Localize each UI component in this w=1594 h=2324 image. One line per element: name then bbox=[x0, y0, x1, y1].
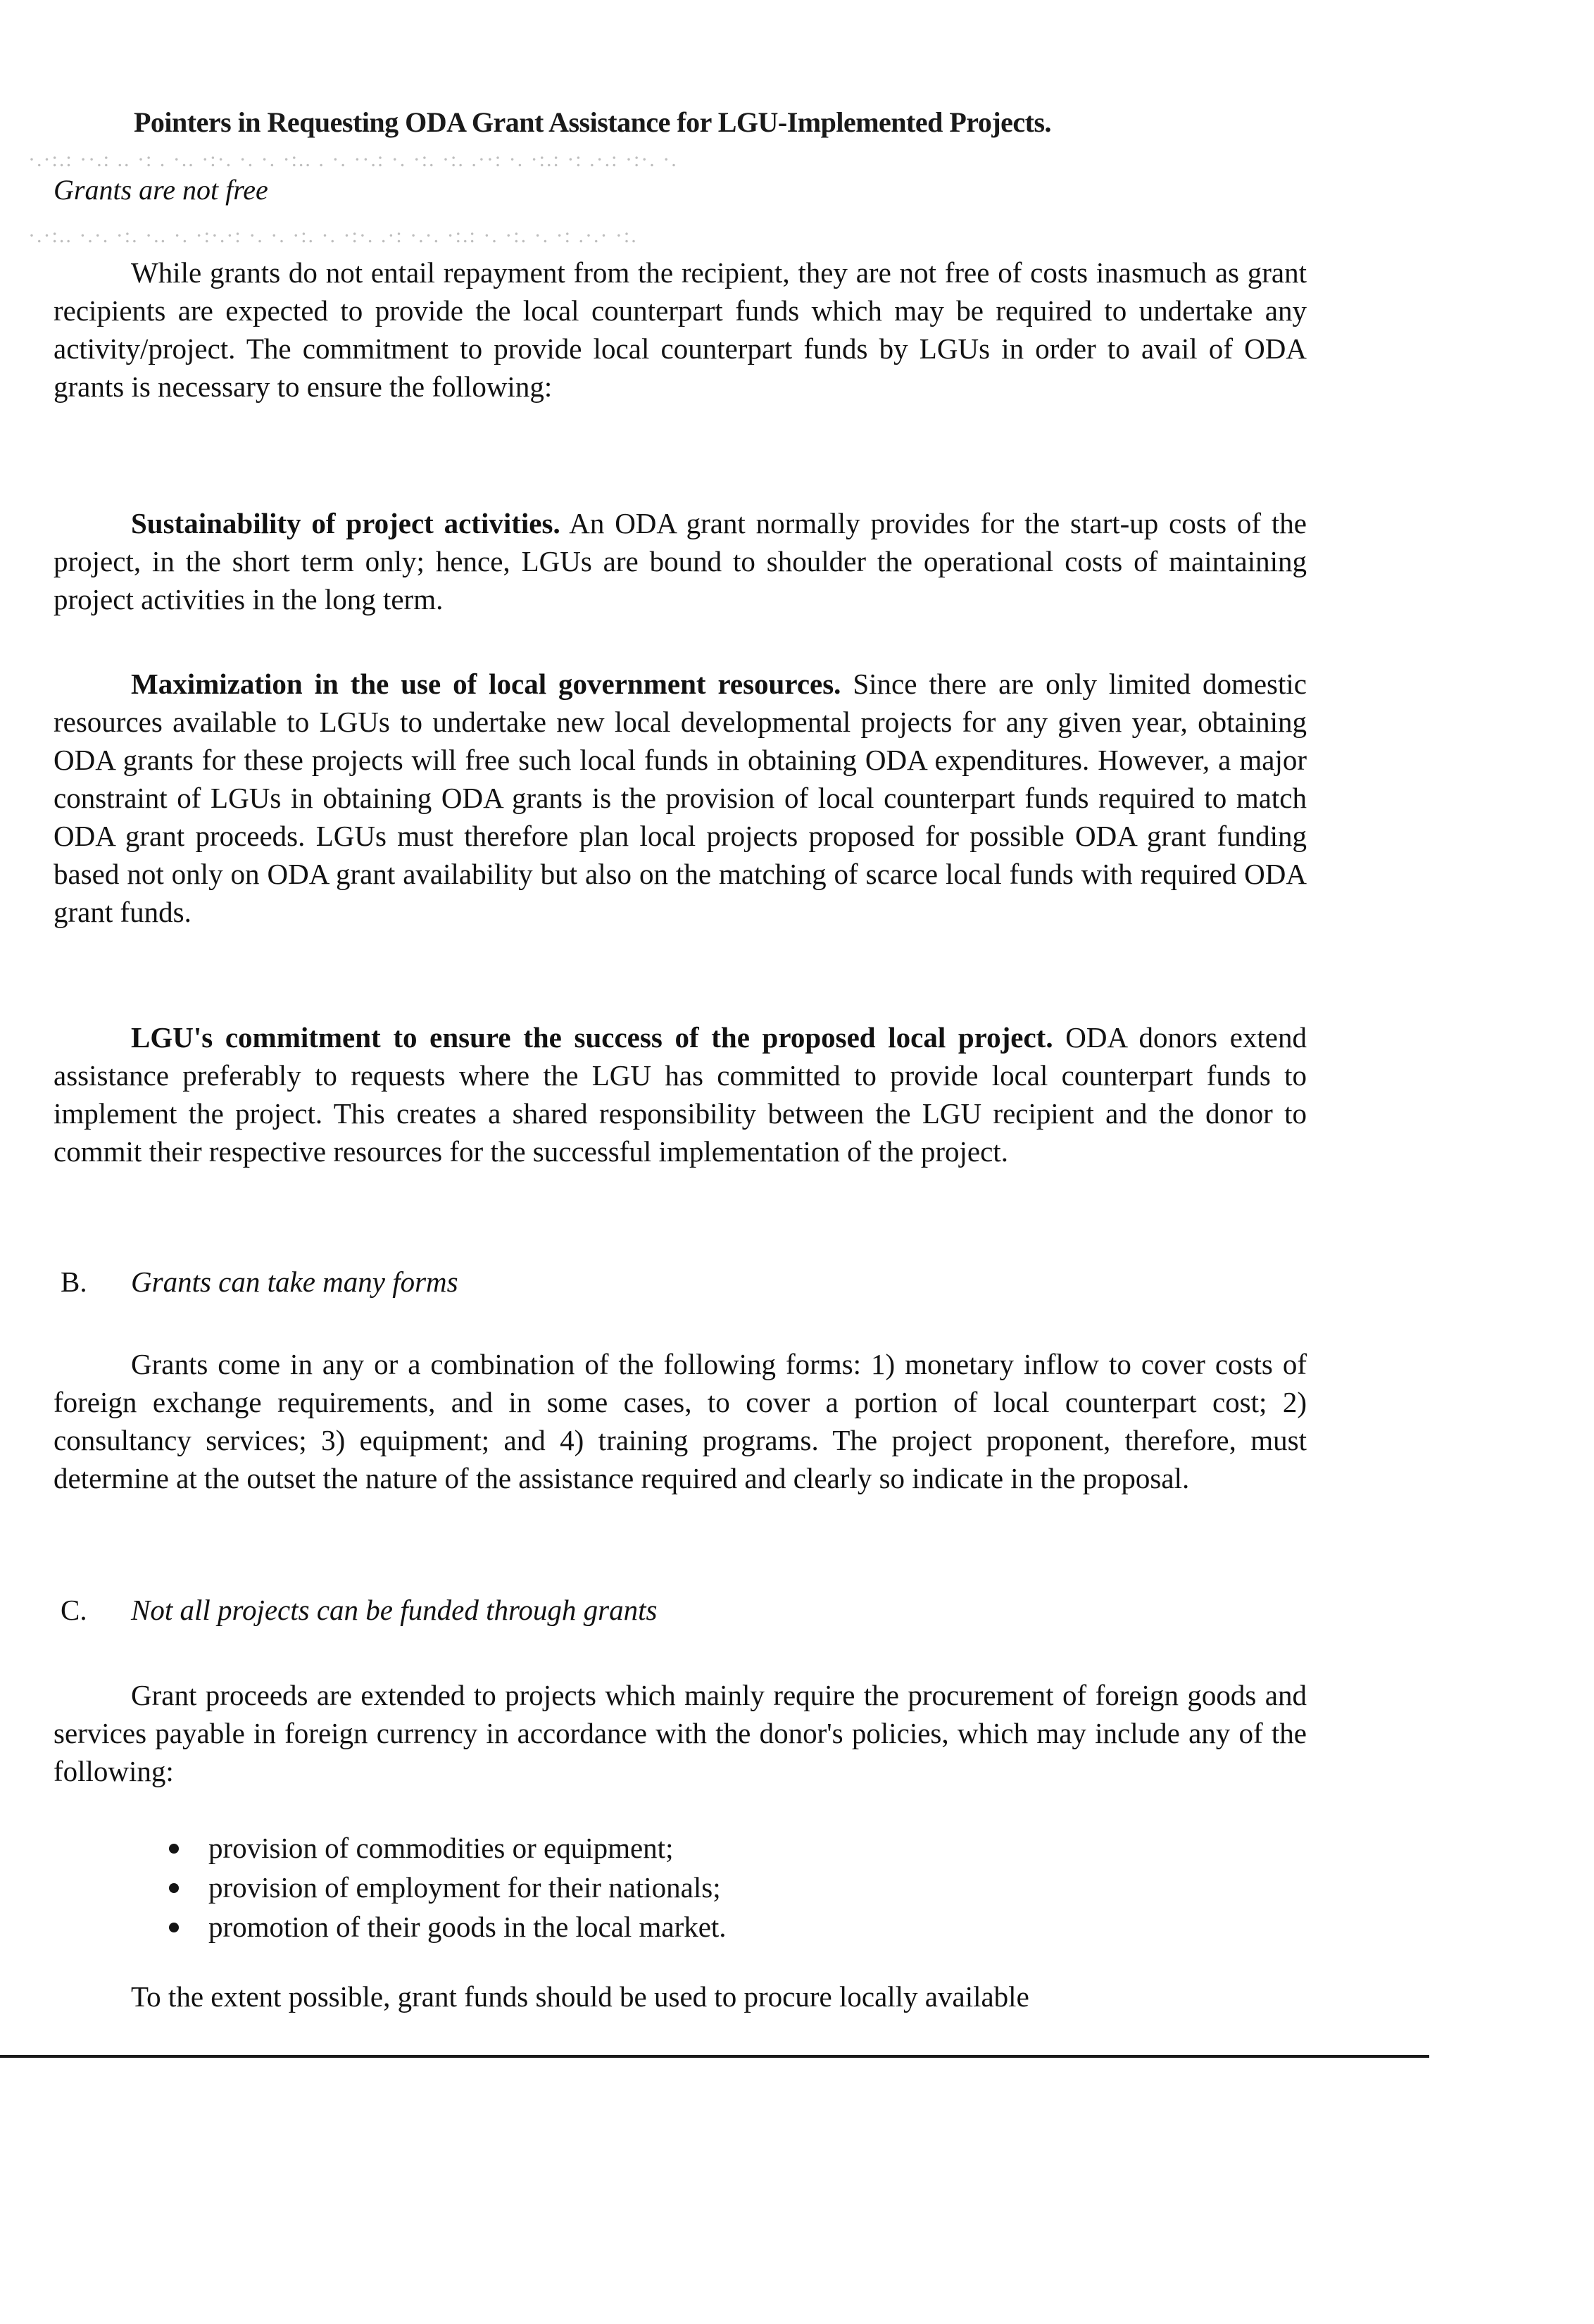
list-item: provision of employment for their nationals; bbox=[169, 1868, 727, 1907]
list-item: provision of commodities or equipment; bbox=[169, 1828, 727, 1868]
section-a-heading bbox=[54, 173, 268, 206]
section-b-heading bbox=[61, 1265, 458, 1299]
closing-paragraph: To the extent possible, grant funds should be used to procure locally available bbox=[131, 1980, 1029, 2013]
donor-policies-list bbox=[169, 1828, 727, 1947]
section-c-title: Not all projects can be funded through grants bbox=[131, 1594, 658, 1626]
maximization-paragraph bbox=[54, 665, 1307, 931]
section-c-heading bbox=[61, 1593, 657, 1627]
sustainability-lead: Sustainability of project activities. bbox=[131, 507, 560, 539]
sustainability-paragraph bbox=[54, 504, 1307, 618]
section-b-letter: B. bbox=[61, 1266, 87, 1298]
section-a-intro: While grants do not entail repayment from the recipient, they are not free of costs inasmuch as grant recipients are expected to provide the local counterpart funds which may be required to undertake any activity/project. The commitment to provide local counterpart funds by LGUs in order to avail of ODA grants is necessary to ensure the following: bbox=[54, 256, 1307, 403]
section-c-paragraph: Grant proceeds are extended to projects which mainly require the procurement of foreign goods and services payable in foreign currency in accordance with the donor's policies, which may include any of the following: bbox=[54, 1679, 1307, 1787]
maximization-lead: Maximization in the use of local government resources. bbox=[131, 668, 841, 700]
commitment-lead: LGU's commitment to ensure the success of the proposed local project. bbox=[131, 1021, 1053, 1054]
list-item: promotion of their goods in the local market. bbox=[169, 1907, 727, 1947]
commitment-text: ODA donors extend assistance preferably to requests where the LGU has committed to provide local counterpart funds to implement the project. This creates a shared responsibility between the LGU recipient and the donor to commit their respective resources for the successful implementation of the project. bbox=[54, 1021, 1307, 1168]
maximization-text: Since there are only limited domestic resources available to LGUs to undertake new local developmental projects for any given year, obtaining ODA grants for these projects will free such local funds in obtaining ODA expenditures. However, a major constraint of LGUs in obtaining ODA grants is the provision of local counterpart funds required to match ODA grant proceeds. LGUs must therefore plan local projects proposed for possible ODA grant funding based not only on ODA grant availability but also on the matching of scarce local funds with required ODA grant funds. bbox=[54, 668, 1307, 928]
bullet-icon bbox=[169, 1844, 179, 1854]
bleed-through-text: ·.·:.: ··.: .. ·: . ·.. ·:·. ·. ·. ·:.. . ·. ··.: ·. ·:. ·:. .··: ·. ·:.: ·: .·.: ·:·. ·. bbox=[28, 148, 678, 171]
section-a-title: Grants are not free bbox=[54, 174, 268, 206]
bullet-icon bbox=[169, 1883, 179, 1893]
section-b-title: Grants can take many forms bbox=[131, 1266, 458, 1298]
page-bottom-rule bbox=[0, 2055, 1429, 2058]
section-c-letter: C. bbox=[61, 1594, 87, 1626]
page-header: Pointers in Requesting ODA Grant Assistance for LGU-Implemented Projects. bbox=[134, 106, 1052, 138]
bleed-through-text: ·.·:.. ·.·. ·:. ·.. ·. ·:·.·: ·. ·. ·:. ·. ·:·. .·: ·.·. ·:.: ·. ·:. ·. ·: .·.· ·:. bbox=[28, 224, 638, 247]
commitment-paragraph bbox=[54, 1018, 1307, 1170]
sustainability-text: An ODA grant normally provides for the start-up costs of the project, in the short term only; hence, LGUs are bound to shoulder the operational costs of maintaining project activities in the long term. bbox=[54, 507, 1307, 616]
section-b-paragraph: Grants come in any or a combination of the following forms: 1) monetary inflow to cover costs of foreign exchange requirements, and in some cases, to cover a portion of local counterpart cost; 2) consultancy services; 3) equipment; and 4) training programs. The project proponent, therefore, must determine at the outset the nature of the assistance required and clearly so indicate in the proposal. bbox=[54, 1348, 1307, 1494]
bullet-icon bbox=[169, 1923, 179, 1932]
